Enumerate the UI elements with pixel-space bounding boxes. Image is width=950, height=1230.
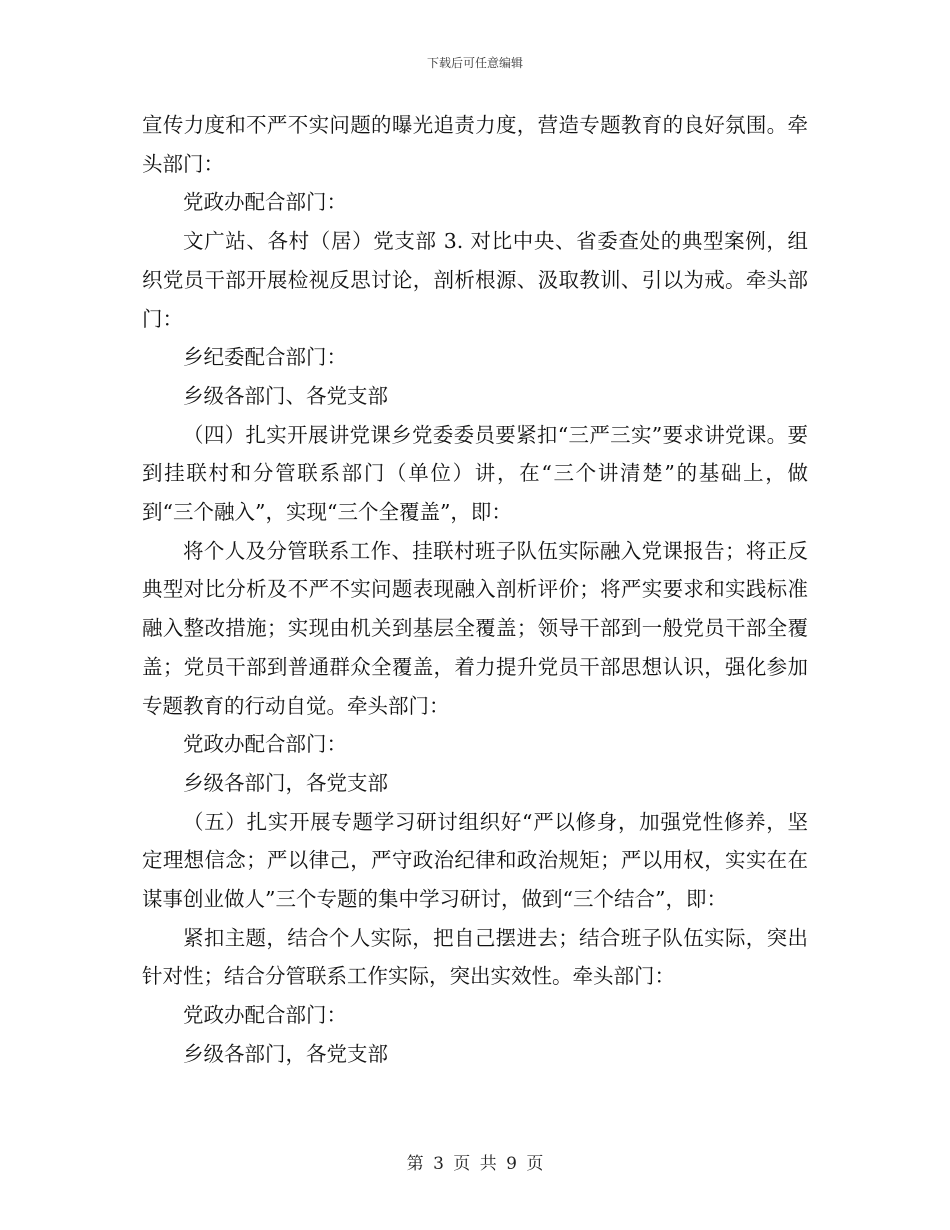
paragraph: 乡级各部门，各党支部 xyxy=(183,770,388,795)
paragraph: 党政办配合部门： xyxy=(183,190,347,215)
page-number-footer: 第 3 页 共 9 页 xyxy=(406,1154,544,1174)
paragraph: 紧扣主题，结合个人实际，把自己摆进去；结合班子队伍实际，突出针对性；结合分管联系工作实际，突出实效性。牵头部门： xyxy=(142,925,808,989)
paragraph: 党政办配合部门： xyxy=(183,732,347,757)
paragraph: 乡级各部门，各党支部 xyxy=(183,1041,388,1066)
paragraph: 乡纪委配合部门： xyxy=(183,345,347,370)
paragraph: 党政办配合部门： xyxy=(183,1003,347,1028)
document-body xyxy=(142,106,808,1074)
page-header: 下载后可任意编辑 xyxy=(426,56,523,70)
paragraph: （四）扎实开展讲党课乡党委委员要紧扣“三严三实”要求讲党课。要到挂联村和分管联系部门（单位）讲，在“三个讲清楚”的基础上，做到“三个融入”，实现“三个全覆盖”，即： xyxy=(142,422,808,525)
paragraph: 文广站、各村（居）党支部 3. 对比中央、省委查处的典型案例，组织党员干部开展检视反思讨论，剖析根源、汲取教训、引以为戒。牵头部门： xyxy=(142,229,808,331)
paragraph: （五）扎实开展专题学习研讨组织好“严以修身，加强党性修养，坚定理想信念；严以律己，严守政治纪律和政治规矩；严以用权，实实在在谋事创业做人”三个专题的集中学习研讨，做到“三个结合”，即： xyxy=(142,809,808,912)
paragraph: 宣传力度和不严不实问题的曝光追责力度，营造专题教育的良好氛围。牵头部门： xyxy=(142,113,808,176)
paragraph: 乡级各部门、各党支部 xyxy=(183,383,388,408)
paragraph: 将个人及分管联系工作、挂联村班子队伍实际融入党课报告；将正反典型对比分析及不严不实问题表现融入剖析评价；将严实要求和实践标准融入整改措施；实现由机关到基层全覆盖；领导干部到一般党员干部全覆盖；党员干部到普通群众全覆盖，着力提升党员干部思想认识，强化参加专题教育的行动自觉。牵头部门： xyxy=(142,538,808,718)
